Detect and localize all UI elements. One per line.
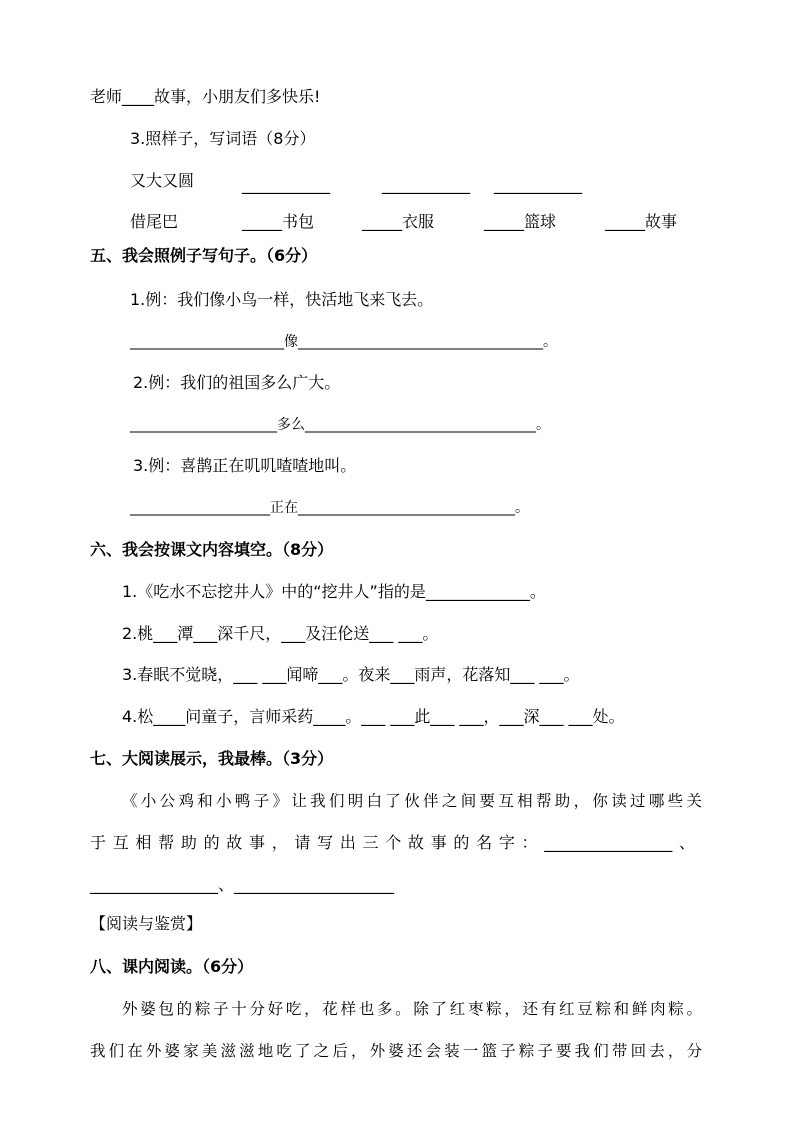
answer-blank[interactable]: ___________ (494, 175, 582, 194)
paragraph-line: 《小公鸡和小鸭子》让我们明白了伙伴之间要互相帮助，你读过哪些关 (122, 792, 702, 810)
answer-blank[interactable]: ___________ (242, 175, 330, 194)
fill-in-question[interactable]: 2.桃___潭___深千尺，___及汪伦送___ ___。 (122, 624, 439, 643)
fill-in-question[interactable]: 1.《吃水不忘挖井人》中的“挖井人”指的是_____________。 (122, 582, 546, 601)
section-6-heading: 六、我会按课文内容填空。（8分） (90, 540, 334, 559)
example-sentence: 1.例：我们像小鸟一样，快活地飞来飞去。 (130, 290, 434, 309)
answer-blanks[interactable]: ________________、____________________ (90, 875, 395, 894)
sentence-blank[interactable]: _____________________多么_________________________________。 (130, 417, 550, 433)
fill-in-word[interactable]: _____故事 (605, 212, 678, 231)
sentence-blank[interactable]: ______________________像___________________________________。 (130, 334, 557, 350)
section-8-heading: 八、课内阅读。（6分） (90, 957, 254, 976)
example-word: 又大又圆 (130, 171, 195, 190)
sentence-blank[interactable]: ____________________正在_______________________________。 (130, 500, 529, 516)
example-word: 借尾巴 (130, 212, 179, 231)
fill-in-word[interactable]: _____书包 (242, 212, 315, 231)
passage-line: 外婆包的粽子十分好吃，花样也多。除了红枣粽，还有红豆粽和鲜肉粽。 (122, 1000, 702, 1018)
fill-in-question[interactable]: 3.春眠不觉晓，___ ___闻啼___。夜来___雨声，花落知___ ___。 (122, 665, 580, 684)
example-sentence: 3.例：喜鹊正在叽叽喳喳地叫。 (133, 456, 357, 475)
fill-in-question[interactable]: 4.松____问童子，言师采药____。___ ___此___ ___，___深___ ___处。 (122, 707, 625, 726)
paragraph-line[interactable]: 于互相帮助的故事，请写出三个故事的名字：________________、 (90, 833, 695, 852)
example-sentence: 2.例：我们的祖国多么广大。 (133, 373, 341, 392)
question-3-title: 3.照样子，写词语（8分） (130, 129, 316, 148)
fill-in-word[interactable]: _____衣服 (362, 212, 435, 231)
passage-line: 我们在外婆家美滋滋地吃了之后，外婆还会装一篮子粽子要我们带回去，分 (90, 1042, 702, 1060)
section-5-heading: 五、我会照例子写句子。（6分） (90, 246, 318, 265)
answer-blank[interactable]: ___________ (382, 175, 470, 194)
section-7-heading: 七、大阅读展示，我最棒。（3分） (90, 749, 334, 768)
text-line: 老师____故事，小朋友们多快乐! (90, 87, 321, 106)
part-heading: 【阅读与鉴赏】 (90, 914, 203, 933)
fill-in-word[interactable]: _____篮球 (484, 212, 557, 231)
